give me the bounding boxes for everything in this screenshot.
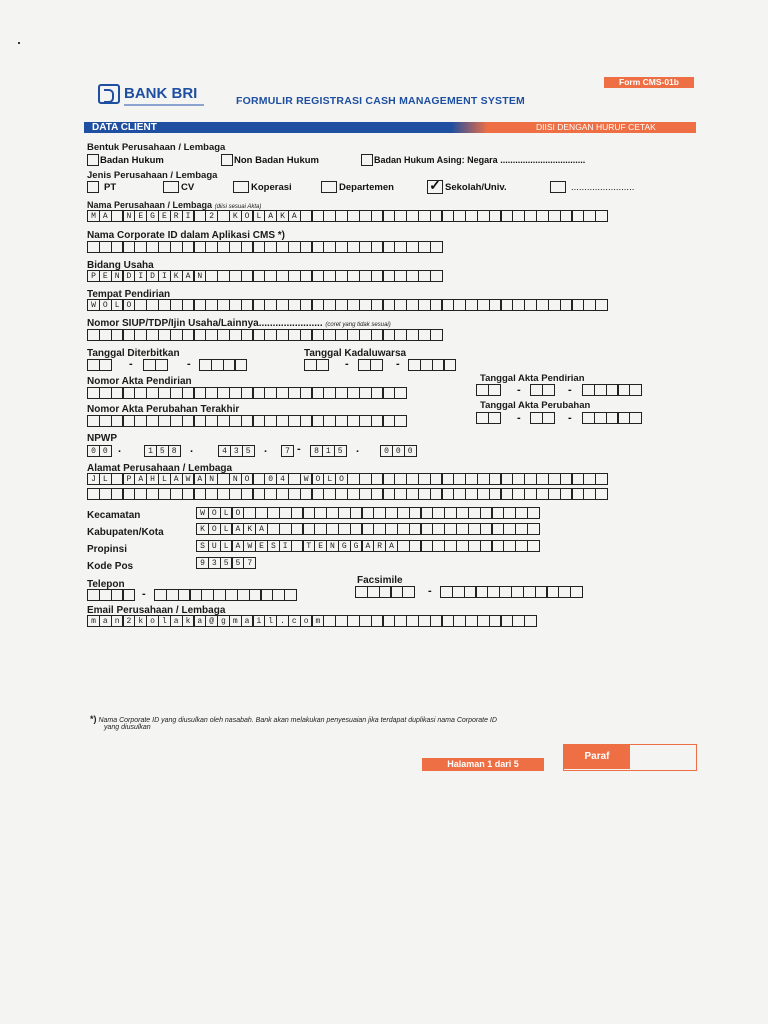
form-code: Form CMS-01b	[604, 77, 694, 88]
char-box: 5	[156, 445, 169, 457]
char-box: 0	[392, 445, 405, 457]
char-box	[488, 384, 501, 396]
char-box: I	[279, 540, 292, 552]
tanggal-diterbitkan-year[interactable]	[199, 359, 246, 371]
char-box: A	[385, 540, 398, 552]
char-box	[595, 488, 608, 500]
char-box: A	[134, 473, 147, 485]
char-box	[629, 384, 642, 396]
footnote	[90, 714, 630, 731]
npwp-label: NPWP	[87, 433, 117, 444]
char-box: L	[220, 507, 233, 519]
bidang-usaha-input[interactable]	[87, 270, 441, 282]
char-box: 4	[218, 445, 231, 457]
char-box	[524, 615, 537, 627]
kecamatan-input[interactable]	[196, 507, 539, 519]
char-box: 5	[242, 445, 255, 457]
facsimile-area-input[interactable]	[355, 586, 414, 598]
char-box: .	[276, 615, 289, 627]
char-box: A	[182, 270, 195, 282]
npwp-separator: -	[297, 443, 301, 455]
npwp-group-3[interactable]	[218, 445, 253, 457]
bentuk-option-badan-hukum-asing: Badan Hukum Asing: Negara ..................................	[374, 155, 586, 165]
char-box: 3	[208, 557, 221, 569]
char-box	[284, 589, 297, 601]
char-box: O	[208, 523, 221, 535]
telepon-area-input[interactable]	[87, 589, 134, 601]
char-box: D	[122, 270, 135, 282]
char-box: E	[99, 270, 112, 282]
jenis-option-pt: PT	[104, 182, 117, 193]
char-box: O	[208, 507, 221, 519]
char-box: K	[196, 523, 209, 535]
char-box: A	[361, 540, 374, 552]
char-box: O	[231, 507, 244, 519]
char-box	[394, 387, 407, 399]
char-box: k	[182, 615, 195, 627]
char-box: A	[170, 473, 183, 485]
footnote-line-2: yang diusulkan	[104, 724, 151, 731]
date-separator: -	[517, 412, 521, 424]
char-box: c	[288, 615, 301, 627]
char-box: K	[243, 523, 256, 535]
alamat-input-line-2[interactable]	[87, 488, 607, 500]
char-box	[122, 589, 135, 601]
facsimile-number-input[interactable]	[440, 586, 582, 598]
footnote-marker: *)	[90, 714, 97, 724]
char-box: o	[146, 615, 159, 627]
char-box: A	[99, 210, 112, 222]
nomor-akta-perubahan-label: Nomor Akta Perubahan Terakhir	[87, 404, 240, 415]
char-box: 5	[334, 445, 347, 457]
char-box: 2	[122, 615, 135, 627]
tanggal-akta-perubahan-year[interactable]	[582, 412, 641, 424]
fax-separator: -	[428, 585, 432, 597]
bentuk-option-badan-hukum: Badan Hukum	[100, 155, 164, 166]
kabupaten-input[interactable]	[196, 523, 539, 535]
tanggal-akta-pendirian-day[interactable]	[476, 384, 500, 396]
section-note: DIISI DENGAN HURUF CETAK	[536, 122, 656, 132]
jenis-checkbox-departemen[interactable]	[321, 181, 337, 193]
char-box: I	[134, 270, 147, 282]
char-box: O	[99, 299, 112, 311]
tanggal-kadaluwarsa-label: Tanggal Kadaluwarsa	[304, 348, 407, 359]
char-box	[527, 523, 540, 535]
footnote-line-1: Nama Corporate ID yang diusulkan oleh nasabah. Bank akan melakukan penyesuaian jika terdapat duplikasi nama Corporate ID	[98, 717, 497, 724]
jenis-option-sekolah: Sekolah/Univ.	[445, 182, 507, 193]
char-box: L	[99, 473, 112, 485]
char-box: L	[111, 299, 124, 311]
char-box	[99, 359, 112, 371]
char-box: D	[146, 270, 159, 282]
tempat-pendirian-input[interactable]	[87, 299, 607, 311]
jenis-checkbox-lainnya[interactable]	[550, 181, 566, 193]
char-box	[542, 412, 555, 424]
bentuk-checkbox-badan-hukum[interactable]	[87, 154, 99, 166]
alamat-input-line-1[interactable]	[87, 473, 607, 485]
char-box	[527, 507, 540, 519]
char-box: 3	[230, 445, 243, 457]
corporate-id-input[interactable]	[87, 241, 441, 253]
npwp-separator: .	[356, 443, 360, 455]
char-box: N	[122, 210, 135, 222]
npwp-group-5[interactable]	[310, 445, 345, 457]
char-box: W	[182, 473, 195, 485]
nama-perusahaan-input[interactable]	[87, 210, 607, 222]
char-box: 0	[99, 445, 112, 457]
char-box: a	[170, 615, 183, 627]
char-box: 0	[264, 473, 277, 485]
char-box: L	[158, 473, 171, 485]
nomor-siup-label: Nomor SIUP/TDP/Ijin Usaha/Lainnya....................... (coret yang tidak sesuai)	[87, 318, 391, 329]
char-box	[595, 210, 608, 222]
char-box: L	[252, 210, 265, 222]
char-box	[234, 359, 247, 371]
npwp-group-1[interactable]	[87, 445, 111, 457]
char-box: I	[182, 210, 195, 222]
char-box: S	[267, 540, 280, 552]
char-box: 7	[243, 557, 256, 569]
char-box: O	[241, 210, 254, 222]
char-box: I	[158, 270, 171, 282]
char-box: 2	[205, 210, 218, 222]
char-box: O	[311, 473, 324, 485]
bentuk-label: Bentuk Perusahaan / Lembaga	[87, 142, 226, 153]
char-box: 5	[231, 557, 244, 569]
char-box: L	[220, 523, 233, 535]
char-box	[155, 359, 168, 371]
jenis-option-cv: CV	[181, 182, 195, 193]
jenis-checkbox-koperasi[interactable]	[233, 181, 249, 193]
jenis-checkbox-pt[interactable]	[87, 181, 99, 193]
char-box: H	[146, 473, 159, 485]
char-box: O	[335, 473, 348, 485]
char-box: P	[87, 270, 100, 282]
propinsi-input[interactable]	[196, 540, 539, 552]
jenis-option-departemen: Departemen	[339, 182, 394, 193]
nama-perusahaan-note: (diisi sesuai Akta)	[214, 204, 262, 210]
date-separator: -	[187, 358, 191, 370]
bank-tagline-line	[124, 104, 204, 106]
char-box	[430, 241, 443, 253]
char-box: 7	[281, 445, 294, 457]
nomor-akta-pendirian-input[interactable]	[87, 387, 406, 399]
char-box: a	[241, 615, 254, 627]
telepon-label: Telepon	[87, 579, 125, 590]
jenis-option-lainnya: ........................	[571, 182, 635, 193]
char-box: N	[111, 270, 124, 282]
char-box	[488, 412, 501, 424]
char-box: o	[300, 615, 313, 627]
tanggal-kadaluwarsa-year[interactable]	[408, 359, 455, 371]
char-box: A	[255, 523, 268, 535]
char-box: S	[196, 540, 209, 552]
char-box: 1	[144, 445, 157, 457]
tanggal-kadaluwarsa-month[interactable]	[358, 359, 382, 371]
char-box	[370, 359, 383, 371]
propinsi-label: Propinsi	[87, 544, 128, 555]
char-box: 0	[380, 445, 393, 457]
char-box: N	[326, 540, 339, 552]
kecamatan-label: Kecamatan	[87, 510, 141, 521]
npwp-group-2[interactable]	[144, 445, 179, 457]
char-box: @	[205, 615, 218, 627]
bentuk-option-non-badan-hukum: Non Badan Hukum	[234, 155, 319, 166]
char-box: A	[231, 540, 244, 552]
tanggal-diterbitkan-month[interactable]	[143, 359, 167, 371]
tanggal-akta-pendirian-year[interactable]	[582, 384, 641, 396]
char-box: m	[311, 615, 324, 627]
char-box: G	[338, 540, 351, 552]
char-box	[402, 586, 415, 598]
char-box: 0	[404, 445, 417, 457]
npwp-group-6[interactable]	[380, 445, 415, 457]
char-box: K	[229, 210, 242, 222]
npwp-separator: .	[118, 443, 122, 455]
char-box: 5	[220, 557, 233, 569]
section-title: DATA CLIENT	[92, 122, 157, 133]
jenis-checkbox-sekolah[interactable]	[427, 177, 443, 194]
page-indicator: Halaman 1 dari 5	[422, 758, 544, 771]
npwp-group-4[interactable]	[281, 445, 293, 457]
char-box	[316, 359, 329, 371]
char-box: K	[276, 210, 289, 222]
char-box: R	[170, 210, 183, 222]
char-box: P	[122, 473, 135, 485]
char-box: O	[122, 299, 135, 311]
char-box: E	[158, 210, 171, 222]
tempat-pendirian-label: Tempat Pendirian	[87, 289, 171, 300]
char-box: W	[196, 507, 209, 519]
nomor-akta-perubahan-input[interactable]	[87, 415, 406, 427]
char-box: 8	[168, 445, 181, 457]
email-input[interactable]	[87, 615, 536, 627]
char-box: U	[208, 540, 221, 552]
char-box: T	[302, 540, 315, 552]
bentuk-checkbox-badan-hukum-asing[interactable]	[361, 154, 373, 166]
char-box	[430, 270, 443, 282]
char-box	[430, 329, 443, 341]
char-box: n	[111, 615, 124, 627]
tanggal-akta-perubahan-label: Tanggal Akta Perubahan	[480, 400, 591, 411]
kode-pos-label: Kode Pos	[87, 561, 134, 572]
char-box: M	[87, 210, 100, 222]
char-box: N	[229, 473, 242, 485]
corporate-id-label: Nama Corporate ID dalam Aplikasi CMS *)	[87, 230, 286, 241]
nomor-siup-note: (coret yang tidak sesuai)	[325, 322, 391, 328]
paraf-label: Paraf	[564, 745, 630, 769]
date-separator: -	[517, 384, 521, 396]
form-title: FORMULIR REGISTRASI CASH MANAGEMENT SYSTEM	[236, 95, 525, 107]
char-box: G	[146, 210, 159, 222]
char-box: W	[300, 473, 313, 485]
char-box: N	[205, 473, 218, 485]
char-box: A	[231, 523, 244, 535]
date-separator: -	[568, 412, 572, 424]
alamat-label: Alamat Perusahaan / Lembaga	[87, 463, 233, 474]
nomor-siup-input[interactable]	[87, 329, 441, 341]
char-box	[595, 299, 608, 311]
char-box: 1	[322, 445, 335, 457]
nama-perusahaan-label: Nama Perusahaan / Lembaga (diisi sesuai Akta)	[87, 200, 262, 210]
date-separator: -	[129, 358, 133, 370]
char-box: A	[288, 210, 301, 222]
date-separator: -	[568, 384, 572, 396]
char-box: J	[87, 473, 100, 485]
tanggal-kadaluwarsa-day[interactable]	[304, 359, 328, 371]
date-separator: -	[345, 358, 349, 370]
char-box: 0	[87, 445, 100, 457]
char-box	[595, 473, 608, 485]
char-box: k	[134, 615, 147, 627]
char-box: 9	[196, 557, 209, 569]
char-box: L	[323, 473, 336, 485]
jenis-checkbox-cv[interactable]	[163, 181, 179, 193]
date-separator: -	[396, 358, 400, 370]
jenis-option-koperasi: Koperasi	[251, 182, 292, 193]
telepon-number-input[interactable]	[154, 589, 296, 601]
tanggal-akta-perubahan-month[interactable]	[530, 412, 554, 424]
char-box	[570, 586, 583, 598]
char-box: g	[217, 615, 230, 627]
char-box: L	[220, 540, 233, 552]
char-box: E	[314, 540, 327, 552]
char-box: A	[264, 210, 277, 222]
jenis-label: Jenis Perusahaan / Lembaga	[87, 170, 218, 181]
nomor-akta-pendirian-label: Nomor Akta Pendirian	[87, 376, 192, 387]
char-box: A	[193, 473, 206, 485]
char-box: 8	[310, 445, 323, 457]
tanggal-diterbitkan-label: Tanggal Diterbitkan	[87, 348, 180, 359]
char-box	[542, 384, 555, 396]
char-box: a	[99, 615, 112, 627]
char-box: E	[134, 210, 147, 222]
char-box: l	[264, 615, 277, 627]
char-box	[527, 540, 540, 552]
tanggal-diterbitkan-day[interactable]	[87, 359, 111, 371]
paraf-box[interactable]	[563, 744, 697, 771]
char-box: m	[87, 615, 100, 627]
char-box: a	[193, 615, 206, 627]
npwp-separator: .	[190, 443, 194, 455]
char-box: K	[170, 270, 183, 282]
bank-name: BANK BRI	[124, 85, 198, 102]
bank-logo	[98, 84, 120, 104]
bentuk-checkbox-non-badan-hukum[interactable]	[221, 154, 233, 166]
bidang-usaha-label: Bidang Usaha	[87, 260, 154, 271]
char-box: W	[87, 299, 100, 311]
char-box: i	[252, 615, 265, 627]
char-box: m	[229, 615, 242, 627]
char-box: G	[350, 540, 363, 552]
char-box: E	[255, 540, 268, 552]
char-box: 4	[276, 473, 289, 485]
phone-separator: -	[142, 588, 146, 600]
char-box	[629, 412, 642, 424]
kode-pos-input[interactable]	[196, 557, 255, 569]
char-box: N	[193, 270, 206, 282]
char-box: R	[373, 540, 386, 552]
stray-mark	[18, 42, 20, 44]
tanggal-akta-pendirian-month[interactable]	[530, 384, 554, 396]
tanggal-akta-perubahan-day[interactable]	[476, 412, 500, 424]
facsimile-label: Facsimile	[357, 575, 403, 586]
char-box	[394, 415, 407, 427]
email-label: Email Perusahaan / Lembaga	[87, 605, 226, 616]
npwp-separator: .	[264, 443, 268, 455]
char-box: W	[243, 540, 256, 552]
tanggal-akta-pendirian-label: Tanggal Akta Pendirian	[480, 373, 585, 384]
check-mark-icon: ✓	[429, 177, 441, 193]
char-box	[443, 359, 456, 371]
char-box: O	[241, 473, 254, 485]
kabupaten-label: Kabupaten/Kota	[87, 527, 164, 538]
char-box: l	[158, 615, 171, 627]
